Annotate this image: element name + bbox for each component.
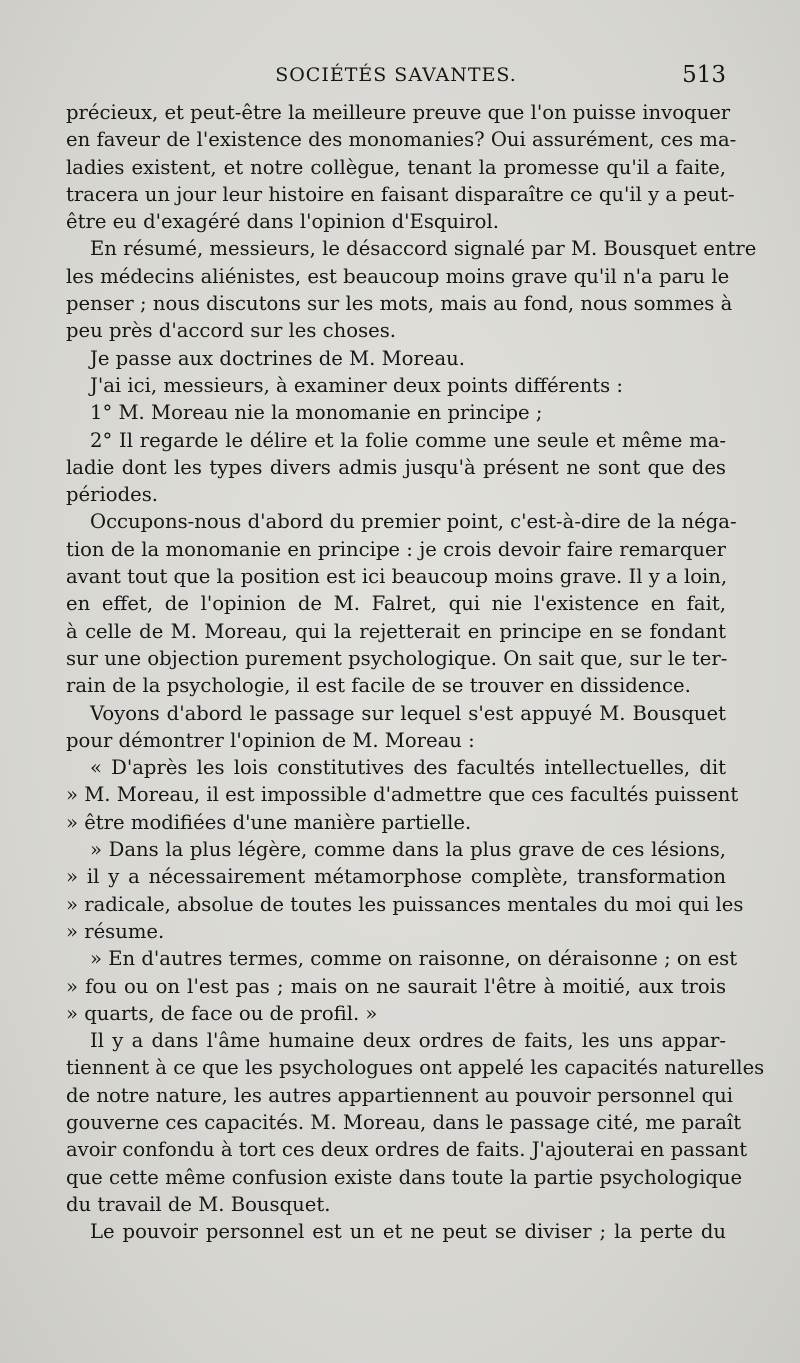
text-line: périodes. (66, 483, 158, 507)
text-line: à celle de M. Moreau, qui la rejetterait en principe en se fondant (66, 619, 726, 643)
text-line: tracera un jour leur histoire en faisant disparaître ce qu'il y a peut- (66, 182, 735, 206)
text-line: 2° Il regarde le délire et la folie comme une seule et même ma- (90, 428, 726, 452)
text-line: Il y a dans l'âme humaine deux ordres de faits, les uns appar- (90, 1029, 726, 1053)
text-line: Voyons d'abord le passage sur lequel s'est appuyé M. Bousquet (90, 701, 726, 725)
text-line: 1° M. Moreau nie la monomanie en principe ; (90, 401, 543, 425)
text-line: en effet, de l'opinion de M. Falret, qui nie l'existence en fait, (66, 592, 726, 616)
text-line: » En d'autres termes, comme on raisonne, on déraisonne ; on est (90, 947, 738, 971)
text-line: du travail de M. Bousquet. (66, 1192, 331, 1216)
text-line: J'ai ici, messieurs, à examiner deux points différents : (90, 373, 624, 397)
text-line: » radicale, absolue de toutes les puissances mentales du moi qui les (66, 892, 744, 916)
text-line: En résumé, messieurs, le désaccord signalé par M. Bousquet entre (90, 237, 757, 261)
text-line: gouverne ces capacités. M. Moreau, dans le passage cité, me paraît (66, 1110, 742, 1134)
text-line: » résume. (66, 919, 165, 943)
text-line: sur une objection purement psychologique. On sait que, sur le ter- (66, 646, 728, 670)
text-line: de notre nature, les autres appartiennent au pouvoir personnel qui (66, 1083, 734, 1107)
text-line: penser ; nous discutons sur les mots, mais au fond, nous sommes à (66, 292, 733, 316)
text-line: ladie dont les types divers admis jusqu'à présent ne sont que des (66, 455, 726, 479)
text-line: Je passe aux doctrines de M. Moreau. (90, 346, 465, 370)
page-header (66, 62, 726, 92)
text-line: » M. Moreau, il est impossible d'admettre que ces facultés puissent (66, 783, 739, 807)
text-line: » être modifiées d'une manière partielle. (66, 810, 472, 834)
text-line: peu près d'accord sur les choses. (66, 319, 397, 343)
text-line: tiennent à ce que les psychologues ont appelé les capacités naturelles (66, 1056, 765, 1080)
page-number: 513 (682, 62, 726, 88)
text-line: en faveur de l'existence des monomanies? Oui assurément, ces ma- (66, 128, 737, 152)
text-line: Occupons-nous d'abord du premier point, c'est-à-dire de la néga- (90, 510, 737, 534)
text-line: pour démontrer l'opinion de M. Moreau : (66, 728, 475, 752)
text-line: » quarts, de face ou de profil. » (66, 1001, 378, 1025)
text-line: » fou ou on l'est pas ; mais on ne saurait l'être à moitié, aux trois (66, 974, 726, 998)
text-line: avoir confondu à tort ces deux ordres de faits. J'ajouterai en passant (66, 1138, 748, 1162)
running-title: SOCIÉTÉS SAVANTES. (275, 64, 517, 86)
text-line: Le pouvoir personnel est un et ne peut se diviser ; la perte du (90, 1220, 726, 1244)
text-line: » il y a nécessairement métamorphose complète, transformation (66, 865, 726, 889)
text-line: ladies existent, et notre collègue, tenant la promesse qu'il a faite, (66, 155, 726, 179)
text-line: « D'après les lois constitutives des facultés intellectuelles, dit (90, 756, 726, 780)
text-line: précieux, et peut-être la meilleure preuve que l'on puisse invoquer (66, 101, 731, 124)
text-line: » Dans la plus légère, comme dans la plus grave de ces lésions, (90, 838, 726, 862)
text-line: être eu d'exagéré dans l'opinion d'Esquirol. (66, 210, 499, 234)
text-line: les médecins aliénistes, est beaucoup moins grave qu'il n'a paru le (66, 264, 730, 288)
text-line: rain de la psychologie, il est facile de se trouver en dissidence. (66, 674, 691, 698)
text-line: que cette même confusion existe dans toute la partie psychologique (66, 1165, 743, 1189)
text-line: avant tout que la position est ici beaucoup moins grave. Il y a loin, (66, 565, 728, 589)
text-line: tion de la monomanie en principe : je crois devoir faire remarquer (66, 537, 726, 561)
body-text (66, 99, 765, 1245)
